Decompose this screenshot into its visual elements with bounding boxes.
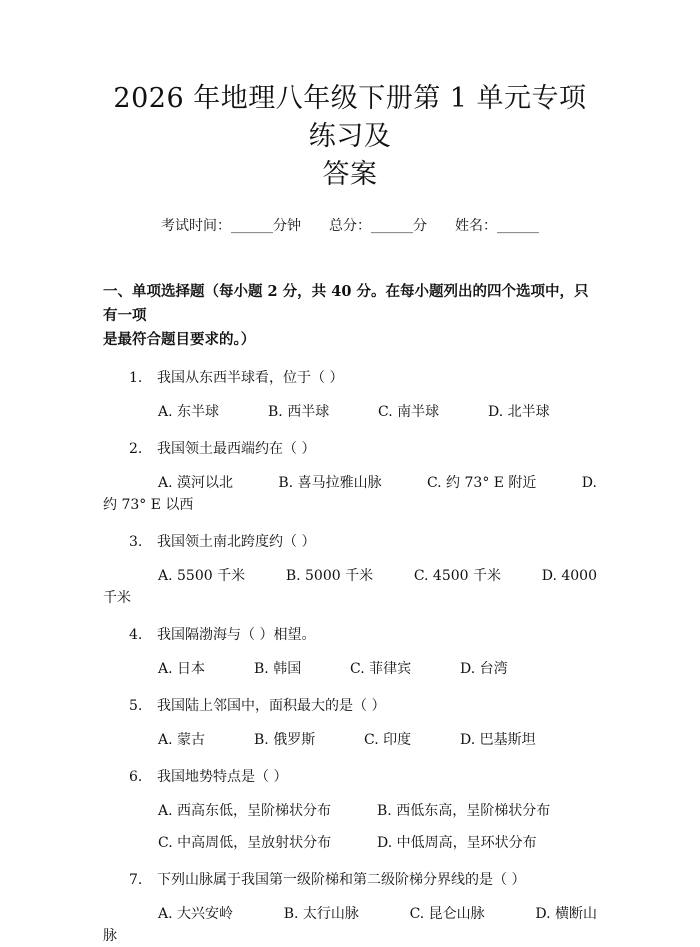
question-stem: [103, 367, 597, 389]
question-2: [103, 438, 597, 516]
option-c: C. 昆仑山脉: [409, 906, 485, 922]
question-number: 4.: [129, 627, 143, 643]
option-d: D.: [581, 475, 597, 491]
option-a: A. 日本: [158, 661, 206, 677]
option-a: A. 东半球: [158, 404, 220, 420]
option-a: A. 蒙古: [158, 732, 206, 748]
option-d: D. 台湾: [460, 661, 508, 677]
option-c: C. 印度: [364, 732, 412, 748]
option-d-continuation: 脉: [103, 928, 117, 944]
option-a: A. 5500 千米: [158, 568, 246, 584]
question-number: 2.: [129, 441, 143, 457]
option-d-continuation: 约 73° E 以西: [103, 497, 194, 513]
option-b: B. 5000 千米: [285, 568, 374, 584]
option-d: D. 北半球: [488, 404, 550, 420]
section-heading-line-2: 是最符合题目要求的。）: [103, 331, 256, 348]
option-d: D. 4000: [541, 568, 597, 584]
option-c: C. 菲律宾: [350, 661, 412, 677]
question-3: [103, 531, 597, 609]
question-text: 我国地势特点是（ ）: [157, 769, 288, 785]
question-options: [103, 903, 597, 947]
option-d-continuation: 千米: [103, 590, 131, 606]
title-line-2: 答案: [322, 159, 378, 190]
question-5: [103, 695, 597, 751]
section-heading: [103, 280, 597, 352]
option-c: C. 约 73° E 附近: [426, 475, 537, 491]
option-b: B. 俄罗斯: [254, 732, 316, 748]
option-d: D. 中低周高，呈环状分布: [377, 835, 537, 851]
question-number: 1.: [129, 370, 143, 386]
exam-score: 总分：______分: [329, 218, 427, 234]
question-text: 我国领土最西端约在（ ）: [157, 441, 316, 457]
option-a: A. 大兴安岭: [158, 906, 234, 922]
document-title: [103, 0, 597, 194]
question-1: [103, 367, 597, 423]
question-text: 下列山脉属于我国第一级阶梯和第二级阶梯分界线的是（ ）: [157, 872, 526, 888]
exam-name: 姓名：______: [455, 218, 539, 234]
section-heading-line-1: 一、单项选择题（每小题 2 分，共 40 分。在每小题列出的四个选项中，只有一项: [103, 283, 589, 324]
question-number: 6.: [129, 769, 143, 785]
option-a: A. 西高东低，呈阶梯状分布: [158, 803, 332, 819]
exam-info: [103, 216, 597, 236]
title-line-1: 2026 年地理八年级下册第 1 单元专项练习及: [113, 83, 587, 152]
question-6: [103, 766, 597, 854]
question-number: 5.: [129, 698, 143, 714]
question-stem: [103, 438, 597, 460]
question-text: 我国从东西半球看，位于（ ）: [157, 370, 344, 386]
option-c: C. 4500 千米: [413, 568, 502, 584]
question-stem: [103, 766, 597, 788]
option-d: D. 巴基斯坦: [460, 732, 536, 748]
question-number: 3.: [129, 534, 143, 550]
question-stem: [103, 695, 597, 717]
option-c: C. 中高周低，呈放射状分布: [158, 835, 332, 851]
question-stem: [103, 869, 597, 891]
option-b: B. 韩国: [254, 661, 302, 677]
question-options: [103, 401, 597, 423]
question-stem: [103, 624, 597, 646]
question-options: [103, 800, 597, 854]
option-d: D. 横断山: [535, 906, 597, 922]
option-b: B. 西半球: [268, 404, 330, 420]
question-text: 我国隔渤海与（ ）相望。: [157, 627, 316, 643]
question-options: [103, 565, 597, 609]
option-b: B. 喜马拉雅山脉: [278, 475, 382, 491]
option-b: B. 太行山脉: [283, 906, 359, 922]
question-number: 7.: [129, 872, 143, 888]
exam-time: 考试时间：______分钟: [161, 218, 301, 234]
question-text: 我国领土南北跨度约（ ）: [157, 534, 316, 550]
option-c: C. 南半球: [378, 404, 440, 420]
question-options: [103, 729, 597, 751]
question-options: [103, 658, 597, 680]
question-options: [103, 472, 597, 516]
question-text: 我国陆上邻国中，面积最大的是（ ）: [157, 698, 386, 714]
question-7: [103, 869, 597, 947]
question-4: [103, 624, 597, 680]
question-stem: [103, 531, 597, 553]
option-a: A. 漠河以北: [158, 475, 234, 491]
option-b: B. 西低东高，呈阶梯状分布: [377, 803, 551, 819]
